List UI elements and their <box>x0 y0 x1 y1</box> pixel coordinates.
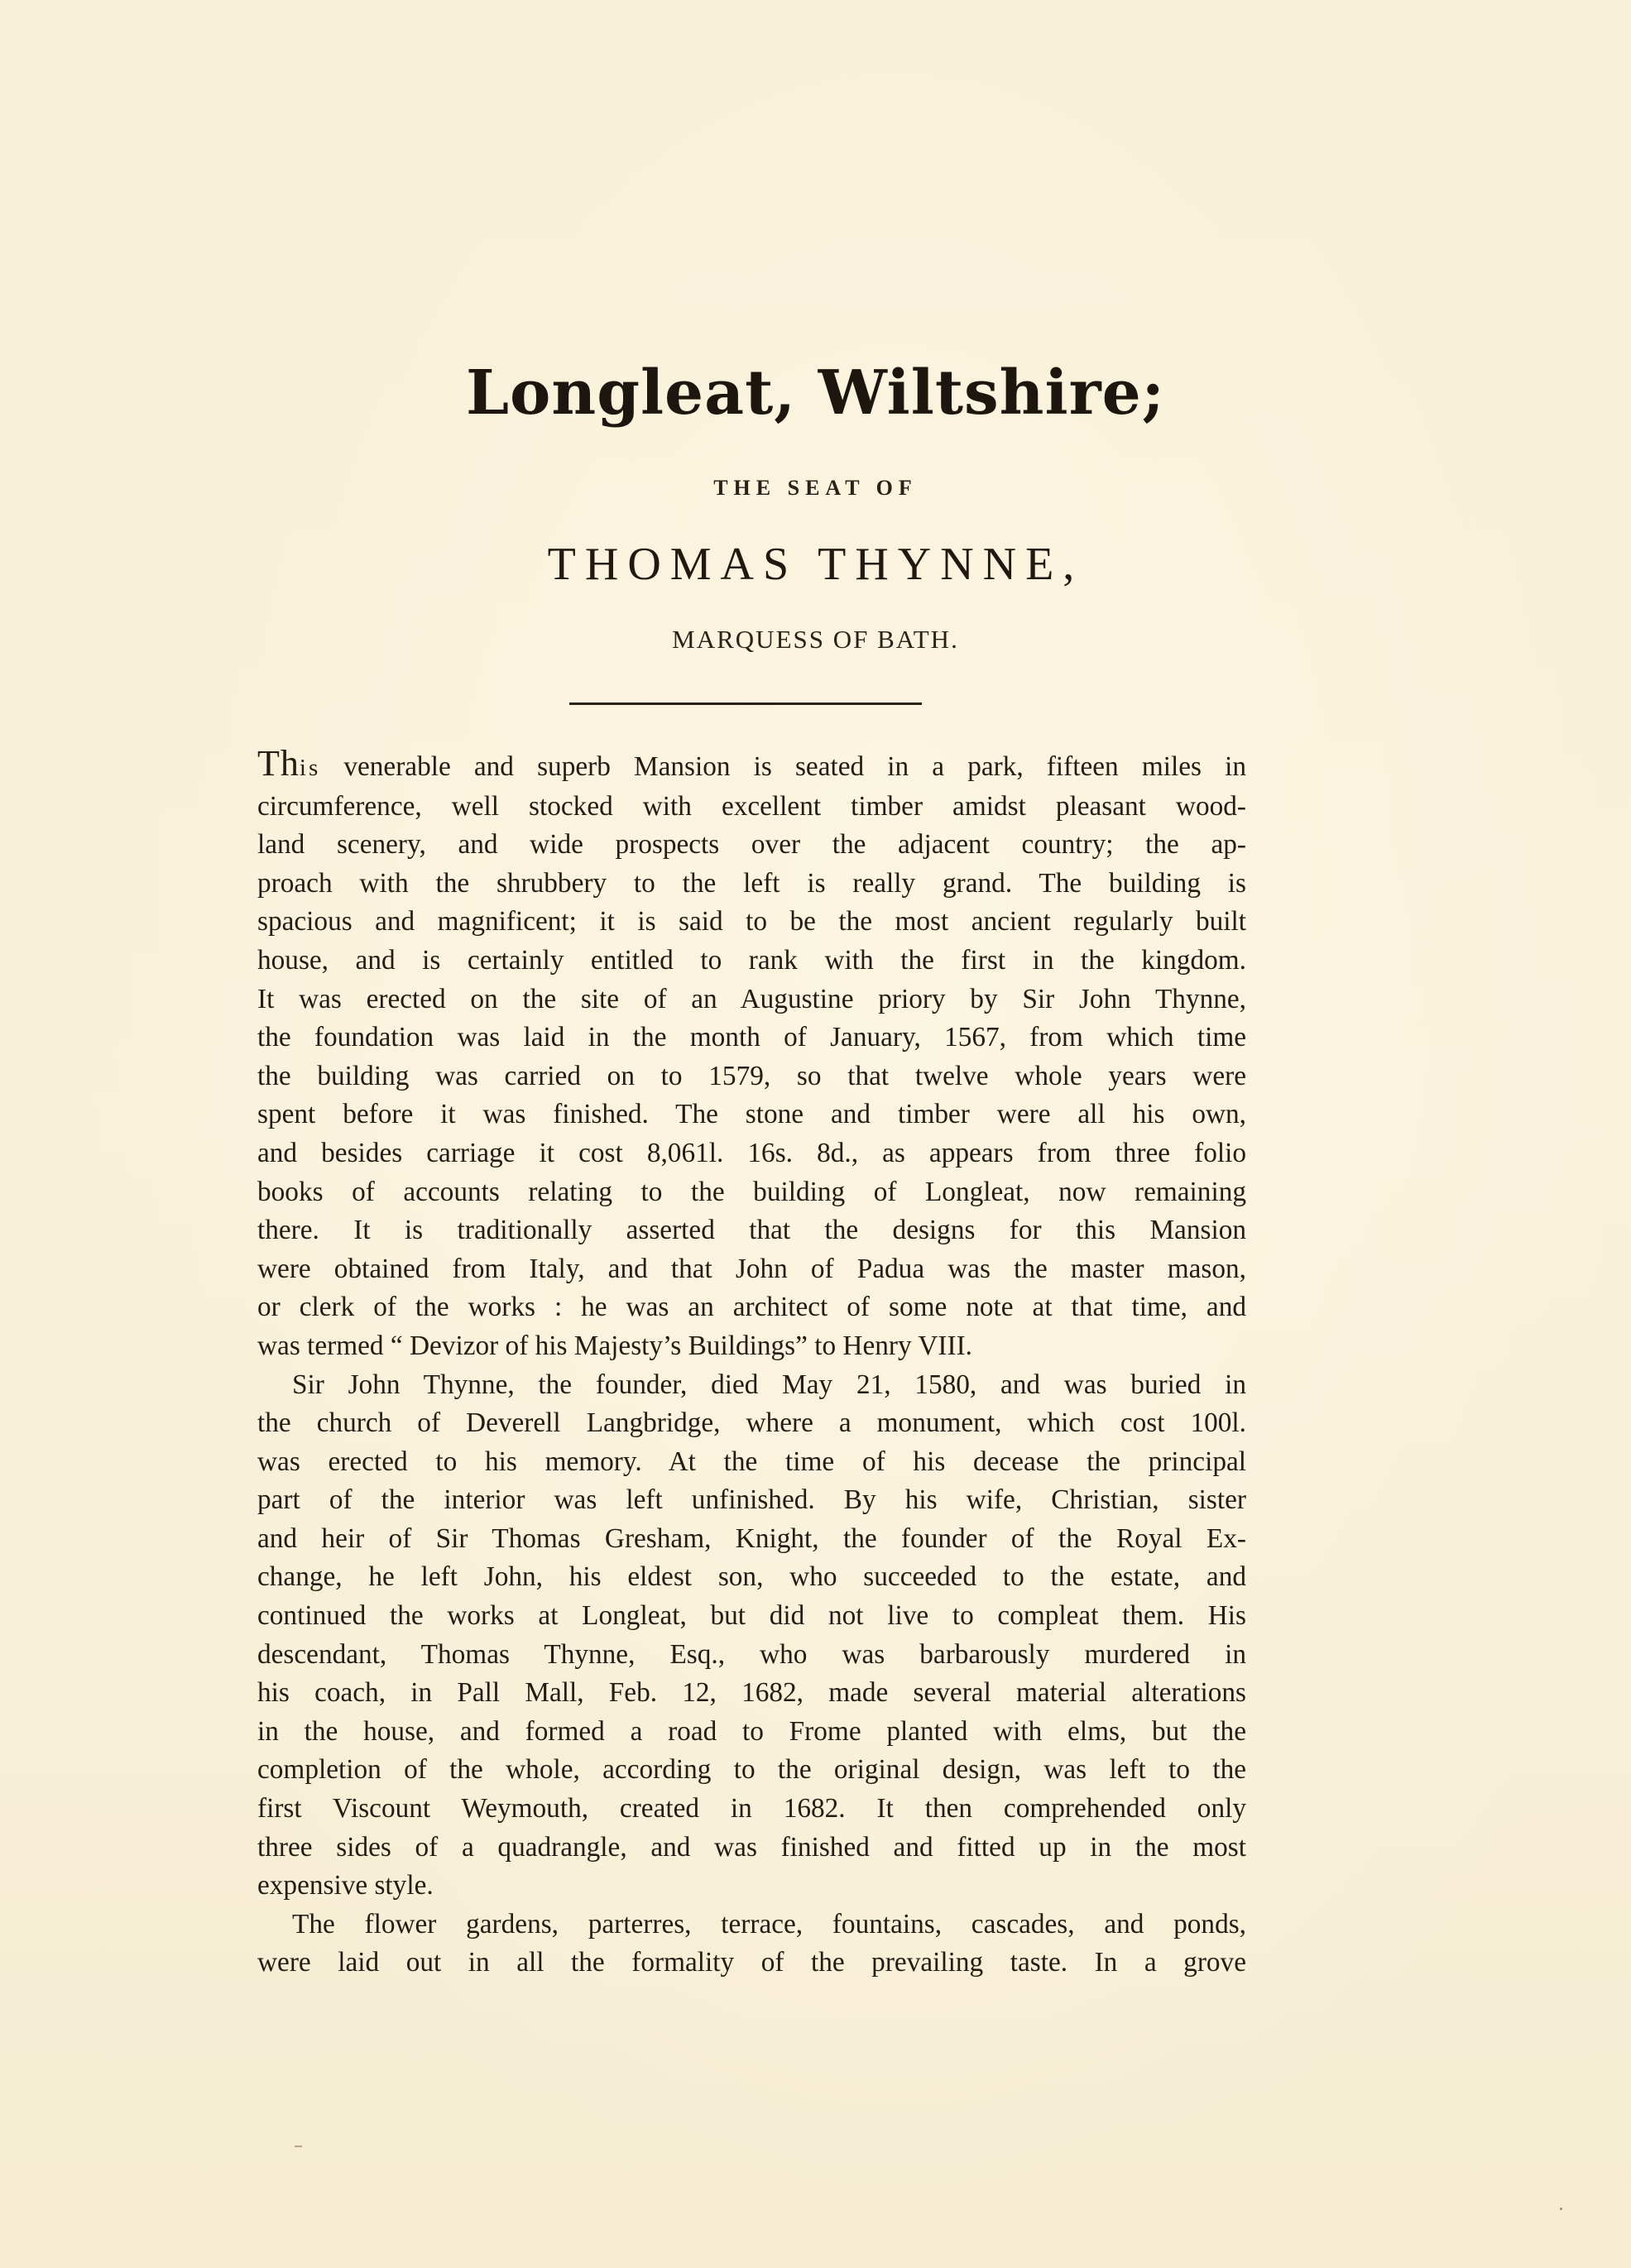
text-line: land scenery, and wide prospects over the adjacent country; the ap- <box>257 829 1246 861</box>
text-line: there. It is traditionally asserted that the designs for this Mansion <box>257 1215 1246 1246</box>
title-divider <box>569 702 922 705</box>
text-line: and besides carriage it cost 8,061l. 16s. 8d., as appears from three folio <box>257 1137 1246 1168</box>
paper-speck <box>1560 2208 1562 2210</box>
text-line: books of accounts relating to the building of Longleat, now remaining <box>257 1176 1246 1207</box>
drop-cap: Th <box>257 743 300 784</box>
body-text <box>257 745 1246 1983</box>
text-line: first Viscount Weymouth, created in 1682. It then comprehended only <box>257 1793 1246 1824</box>
text-line: and heir of Sir Thomas Gresham, Knight, the founder of the Royal Ex- <box>257 1522 1246 1554</box>
paper-mark <box>295 2146 302 2147</box>
text-line: It was erected on the site of an Augustine priory by Sir John Thynne, <box>257 983 1246 1014</box>
text-line: the building was carried on to 1579, so that twelve whole years were <box>257 1060 1246 1091</box>
text-line: in the house, and formed a road to Frome planted with elms, but the <box>257 1715 1246 1747</box>
text-line: were obtained from Italy, and that John of Padua was the master mason, <box>257 1253 1246 1284</box>
text-line: spent before it was finished. The stone and timber were all his own, <box>257 1099 1246 1130</box>
text-line: This venerable and superb Mansion is seated in a park, fifteen miles in <box>257 743 1246 784</box>
text-line: three sides of a quadrangle, and was finished and fitted up in the most <box>257 1831 1246 1863</box>
small-caps-word: is <box>299 755 321 781</box>
text-line: proach with the shrubbery to the left is really grand. The building is <box>257 867 1246 899</box>
text-line: descendant, Thomas Thynne, Esq., who was barbarously murdered in <box>257 1638 1246 1670</box>
text-line: or clerk of the works : he was an architect of some note at that time, and <box>257 1292 1246 1323</box>
owner-name: THOMAS THYNNE, <box>547 539 1084 590</box>
text-line: change, he left John, his eldest son, who succeeded to the estate, and <box>257 1561 1246 1593</box>
text-line: the foundation was laid in the month of January, 1567, from which time <box>257 1022 1246 1053</box>
text-line: part of the interior was left unfinished. By his wife, Christian, sister <box>257 1484 1246 1516</box>
text-line: were laid out in all the formality of the prevailing taste. In a grove <box>257 1947 1246 1978</box>
text-line: his coach, in Pall Mall, Feb. 12, 1682, made several material alterations <box>257 1677 1246 1709</box>
text-line: expensive style. <box>257 1870 434 1901</box>
page-title: Longleat, Wiltshire; <box>466 357 1165 429</box>
text-line: completion of the whole, according to the original design, was left to the <box>257 1754 1246 1786</box>
text-line: was erected to his memory. At the time of his decease the principal <box>257 1446 1246 1477</box>
owner-rank: MARQUESS OF BATH. <box>672 625 959 654</box>
text-line: circumference, well stocked with excellent timber amidst pleasant wood- <box>257 790 1246 822</box>
text-line: the church of Deverell Langbridge, where a monument, which cost 100l. <box>257 1407 1246 1439</box>
text-line: Sir John Thynne, the founder, died May 21, 1580, and was buried in <box>292 1369 1246 1400</box>
text-line: continued the works at Longleat, but did not live to compleat them. His <box>257 1600 1246 1632</box>
text-line: spacious and magnificent; it is said to be the most ancient regularly built <box>257 906 1246 937</box>
text-line: house, and is certainly entitled to rank with the first in the kingdom. <box>257 944 1246 976</box>
text-line: The flower gardens, parterres, terrace, fountains, cascades, and ponds, <box>292 1908 1246 1940</box>
text-line: was termed “ Devizor of his Majesty’s Buildings” to Henry VIII. <box>257 1330 972 1361</box>
page-subtitle: THE SEAT OF <box>713 476 918 500</box>
